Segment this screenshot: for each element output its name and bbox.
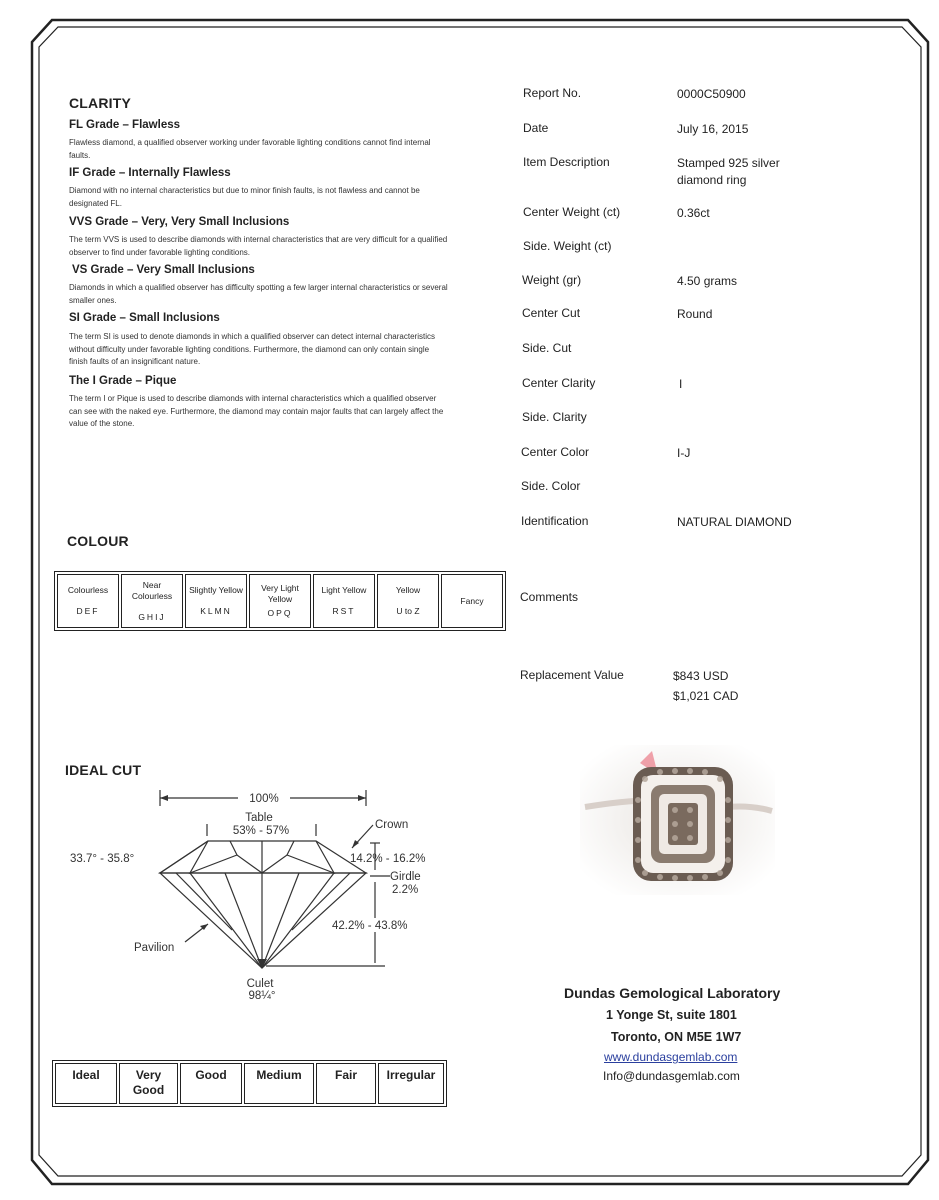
crown-facet-1	[230, 841, 237, 855]
pavilion-facet-2	[225, 873, 262, 968]
ideal-cut-title: IDEAL CUT	[65, 762, 142, 778]
crown-height-label: 14.2% - 16.2%	[350, 853, 426, 865]
side-color-label: Side. Color	[521, 479, 581, 493]
colour-cell-light-yellow: Light Yellow RST	[313, 574, 375, 628]
grade-vs-heading: VS Grade – Very Small Inclusions	[72, 264, 255, 276]
item-description-value: Stamped 925 silver diamond ring	[677, 156, 780, 187]
width-arrow-right	[358, 795, 366, 801]
girdle-label: Girdle	[390, 871, 421, 883]
lab-email: Info@dundasgemlab.com	[603, 1069, 740, 1083]
colour-cell-colourless: Colourless DEF	[57, 574, 119, 628]
width-label: 100%	[249, 793, 279, 805]
date-label: Date	[523, 121, 549, 135]
center-clarity-label: Center Clarity	[522, 376, 596, 390]
cut-grade-ideal: Ideal	[55, 1063, 117, 1104]
colour-cell-near-colourless: Near Colourless GHIJ	[121, 574, 183, 628]
center-cut-value: Round	[677, 307, 713, 321]
pavilion-depth-label: 42.2% - 43.8%	[332, 920, 408, 932]
ring-photo	[580, 745, 775, 895]
table-label: Table	[245, 812, 273, 824]
colour-title: COLOUR	[67, 533, 129, 549]
clarity-title: CLARITY	[69, 95, 132, 111]
pavilion-facet-4	[262, 873, 299, 968]
pavilion-facet-1	[190, 873, 262, 968]
side-cut-label: Side. Cut	[522, 341, 572, 355]
culet-value-label: 98¼°	[248, 990, 276, 1002]
center-weight-value: 0.36ct	[677, 206, 710, 220]
weight-gr-label: Weight (gr)	[522, 273, 582, 287]
report-no-value: 0000C50900	[677, 87, 746, 101]
identification-value: NATURAL DIAMOND	[677, 515, 792, 529]
grade-si-text: The term SI is used to denote diamonds in which a qualified observer can detect internal characteristics without difficulty under favorable lighting conditions. Furthermore, the diamond can only contain single finish faults of an insignificant nature.	[69, 332, 435, 366]
grade-vvs-text: The term VVS is used to describe diamonds with internal characteristics that are very difficult for a qualified observer to find under favorable lighting conditions.	[69, 235, 448, 257]
grade-fl-heading: FL Grade – Flawless	[69, 119, 181, 131]
grade-si-heading: SI Grade – Small Inclusions	[69, 312, 220, 324]
grade-if-text: Diamond with no internal characteristics but due to minor finish faults, is not flawless and cannot be designated FL.	[69, 186, 420, 208]
diamond-crown	[160, 841, 366, 873]
girdle-value-label: 2.2%	[392, 884, 419, 896]
grade-vvs-heading: VVS Grade – Very, Very Small Inclusions	[69, 216, 290, 228]
table-range-label: 53% - 57%	[232, 825, 290, 837]
center-clarity-value: I	[679, 377, 683, 391]
report-no-label: Report No.	[523, 86, 582, 100]
cut-grade-fair: Fair	[316, 1063, 376, 1104]
colour-cell-very-light-yellow: Very Light Yellow OPQ	[249, 574, 311, 628]
replacement-cad-value: $1,021 CAD	[673, 689, 739, 703]
pavilion-label: Pavilion	[134, 942, 175, 954]
crown-label: Crown	[375, 819, 409, 831]
side-clarity-label: Side. Clarity	[522, 410, 587, 424]
replacement-value-label: Replacement Value	[520, 668, 624, 682]
lab-name: Dundas Gemological Laboratory	[564, 985, 781, 1001]
pavilion-facet-6	[176, 873, 232, 930]
center-color-value: I-J	[677, 446, 691, 460]
center-cut-label: Center Cut	[522, 306, 581, 320]
lab-website-link[interactable]: www.dundasgemlab.com	[604, 1050, 738, 1064]
culet-label: Culet	[246, 978, 274, 990]
colour-scale-table	[54, 571, 506, 631]
comments-label: Comments	[520, 590, 579, 604]
grade-i-heading: The I Grade – Pique	[69, 375, 177, 387]
side-weight-label: Side. Weight (ct)	[523, 239, 612, 253]
center-color-label: Center Color	[521, 445, 590, 459]
pavilion-facet-5	[262, 873, 334, 968]
grade-fl-text: Flawless diamond, a qualified observer working under favorable lighting conditions cannot find internal faults.	[69, 138, 431, 160]
replacement-usd-value: $843 USD	[673, 669, 729, 683]
width-arrow-left	[160, 795, 168, 801]
cut-grade-medium: Medium	[244, 1063, 314, 1104]
lab-address-1: 1 Yonge St, suite 1801	[606, 1008, 737, 1022]
grade-i-text: The term I or Pique is used to describe diamonds with internal characteristics which a qualified observer can see with the naked eye. Furthermore, the diamond may contain major faults that can largely affect the value of the stone.	[69, 394, 444, 428]
crown-angle-label: 33.7° - 35.8°	[70, 853, 135, 865]
grade-if-heading: IF Grade – Internally Flawless	[69, 167, 231, 179]
crown-facet-4	[160, 841, 208, 873]
identification-label: Identification	[521, 514, 589, 528]
cut-grade-table	[52, 1060, 447, 1107]
colour-cell-yellow: Yellow U to Z	[377, 574, 439, 628]
cut-grade-good: Good	[180, 1063, 242, 1104]
diamond-proportions-diagram	[60, 782, 450, 1007]
crown-facet-2	[287, 841, 294, 855]
colour-cell-slightly-yellow: Slightly Yellow KLMN	[185, 574, 247, 628]
date-value: July 16, 2015	[677, 122, 749, 136]
grade-vs-text: Diamonds in which a qualified observer has difficulty spotting a few larger internal characteristics or several smaller ones.	[69, 283, 448, 305]
item-description-label: Item Description	[523, 155, 610, 169]
weight-gr-value: 4.50 grams	[677, 274, 738, 288]
colour-cell-fancy: Fancy	[441, 574, 503, 628]
cut-grade-very-good: Very Good	[119, 1063, 178, 1104]
lab-address-2: Toronto, ON M5E 1W7	[611, 1030, 742, 1044]
center-weight-label: Center Weight (ct)	[523, 205, 621, 219]
cut-grade-irregular: Irregular	[378, 1063, 444, 1104]
